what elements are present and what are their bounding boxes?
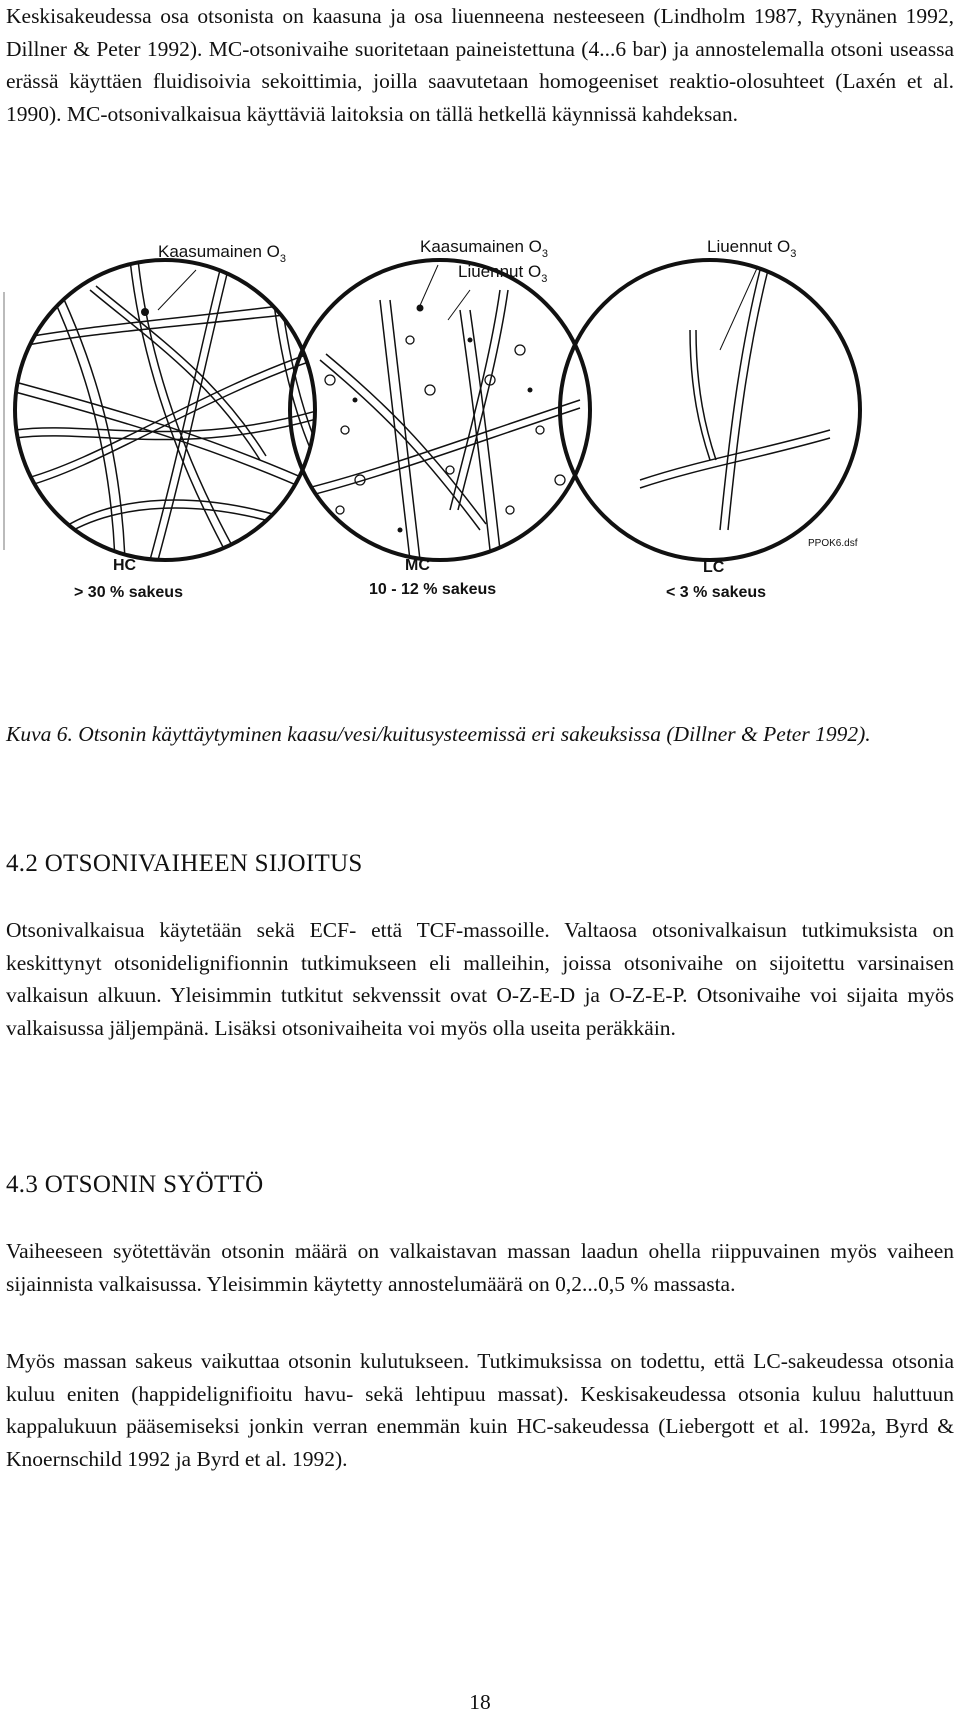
ozone-fiber-figure (0, 230, 960, 670)
lc-value: < 3 % sakeus (666, 584, 767, 601)
section-4-2-paragraph: Otsonivalkaisua käytetään sekä ECF- että TCF-massoille. Valtaosa otsonivalkaisun tutkimuksista on keskittynyt otsonidelignifionnin tutkimukseen eli malleihin, joissa otsonivaihe on sijoitettu varsinaisen valkaisun alkuun. Yleisimmin tutkitut sekvenssit ovat O-Z-E-D ja O-Z-E-P. Otsonivaihe voi sijaita myös valkaisussa jäljempänä. Lisäksi otsonivaiheita voi myös olla useita peräkkäin. (6, 918, 954, 1040)
section-heading-4-3: 4.3 OTSONIN SYÖTTÖ (6, 1171, 264, 1198)
lc-fiber-circle (560, 260, 860, 560)
section-4-3-paragraph-1: Vaiheeseen syötettävän otsonin määrä on valkaistavan massan laadun ohella riippuvainen myös vaiheen sijainnista valkaisussa. Yleisimmin käytetty annostelumäärä on 0,2...0,5 % massasta. (6, 1239, 954, 1296)
intro-paragraph: Keskisakeudessa osa otsonista on kaasuna ja osa liuenneena nesteeseen (Lindholm 1987, Ryynänen 1992, Dillner & Peter 1992). MC-otsonivaihe suoritetaan paineistettuna (4...6 bar) ja annostelemalla otsoni useassa erässä käyttäen fluidisoivia sekoittimia, joilla saavutetaan homogeeniset reaktio-olosuhteet (Laxén et al. 1990). MC-otsonivalkaisua käyttäviä laitoksia on tällä hetkellä käynnissä kahdeksan. (6, 4, 954, 126)
figure-caption: Kuva 6. Otsonin käyttäytyminen kaasu/vesi/kuitusysteemissä eri sakeuksissa (Dillner & Peter 1992). (6, 722, 871, 746)
mc-fiber-circle (290, 260, 590, 560)
label-mc-gas: Kaasumainen $O_3$ (420, 237, 549, 260)
hc-title: HC (113, 557, 137, 574)
figure-drawing (0, 230, 960, 670)
label-hc-gas: Kaasumainen $O_3$ (158, 242, 287, 265)
label-lc-dissolved: Liuennut $O_3$ (707, 237, 797, 260)
hc-value: > 30 % sakeus (74, 584, 183, 601)
section-4-3-paragraph-2: Myös massan sakeus vaikuttaa otsonin kulutukseen. Tutkimuksissa on todettu, että LC-sakeudessa otsonia kuluu eniten (happidelignifioitu havu- sekä lehtipuu massat). Keskisakeudessa otsonia kuluu haluttuun kappalukuun pääsemiseksi jonkin verran enemmän kuin HC-sakeudessa (Liebergott et al. 1992a, Byrd & Knoernschild 1992 ja Byrd et al. 1992). (6, 1349, 954, 1471)
mc-title: MC (405, 557, 430, 574)
mc-value: 10 - 12 % sakeus (369, 581, 497, 598)
hc-fiber-circle (8, 260, 330, 560)
section-heading-4-2: 4.2 OTSONIVAIHEEN SIJOITUS (6, 850, 363, 877)
label-mc-dissolved: Liuennut $O_3$ (458, 262, 548, 285)
page-number: 18 (469, 1690, 491, 1714)
file-tag: PPOK6.dsf (808, 538, 858, 549)
lc-title: LC (703, 559, 725, 576)
